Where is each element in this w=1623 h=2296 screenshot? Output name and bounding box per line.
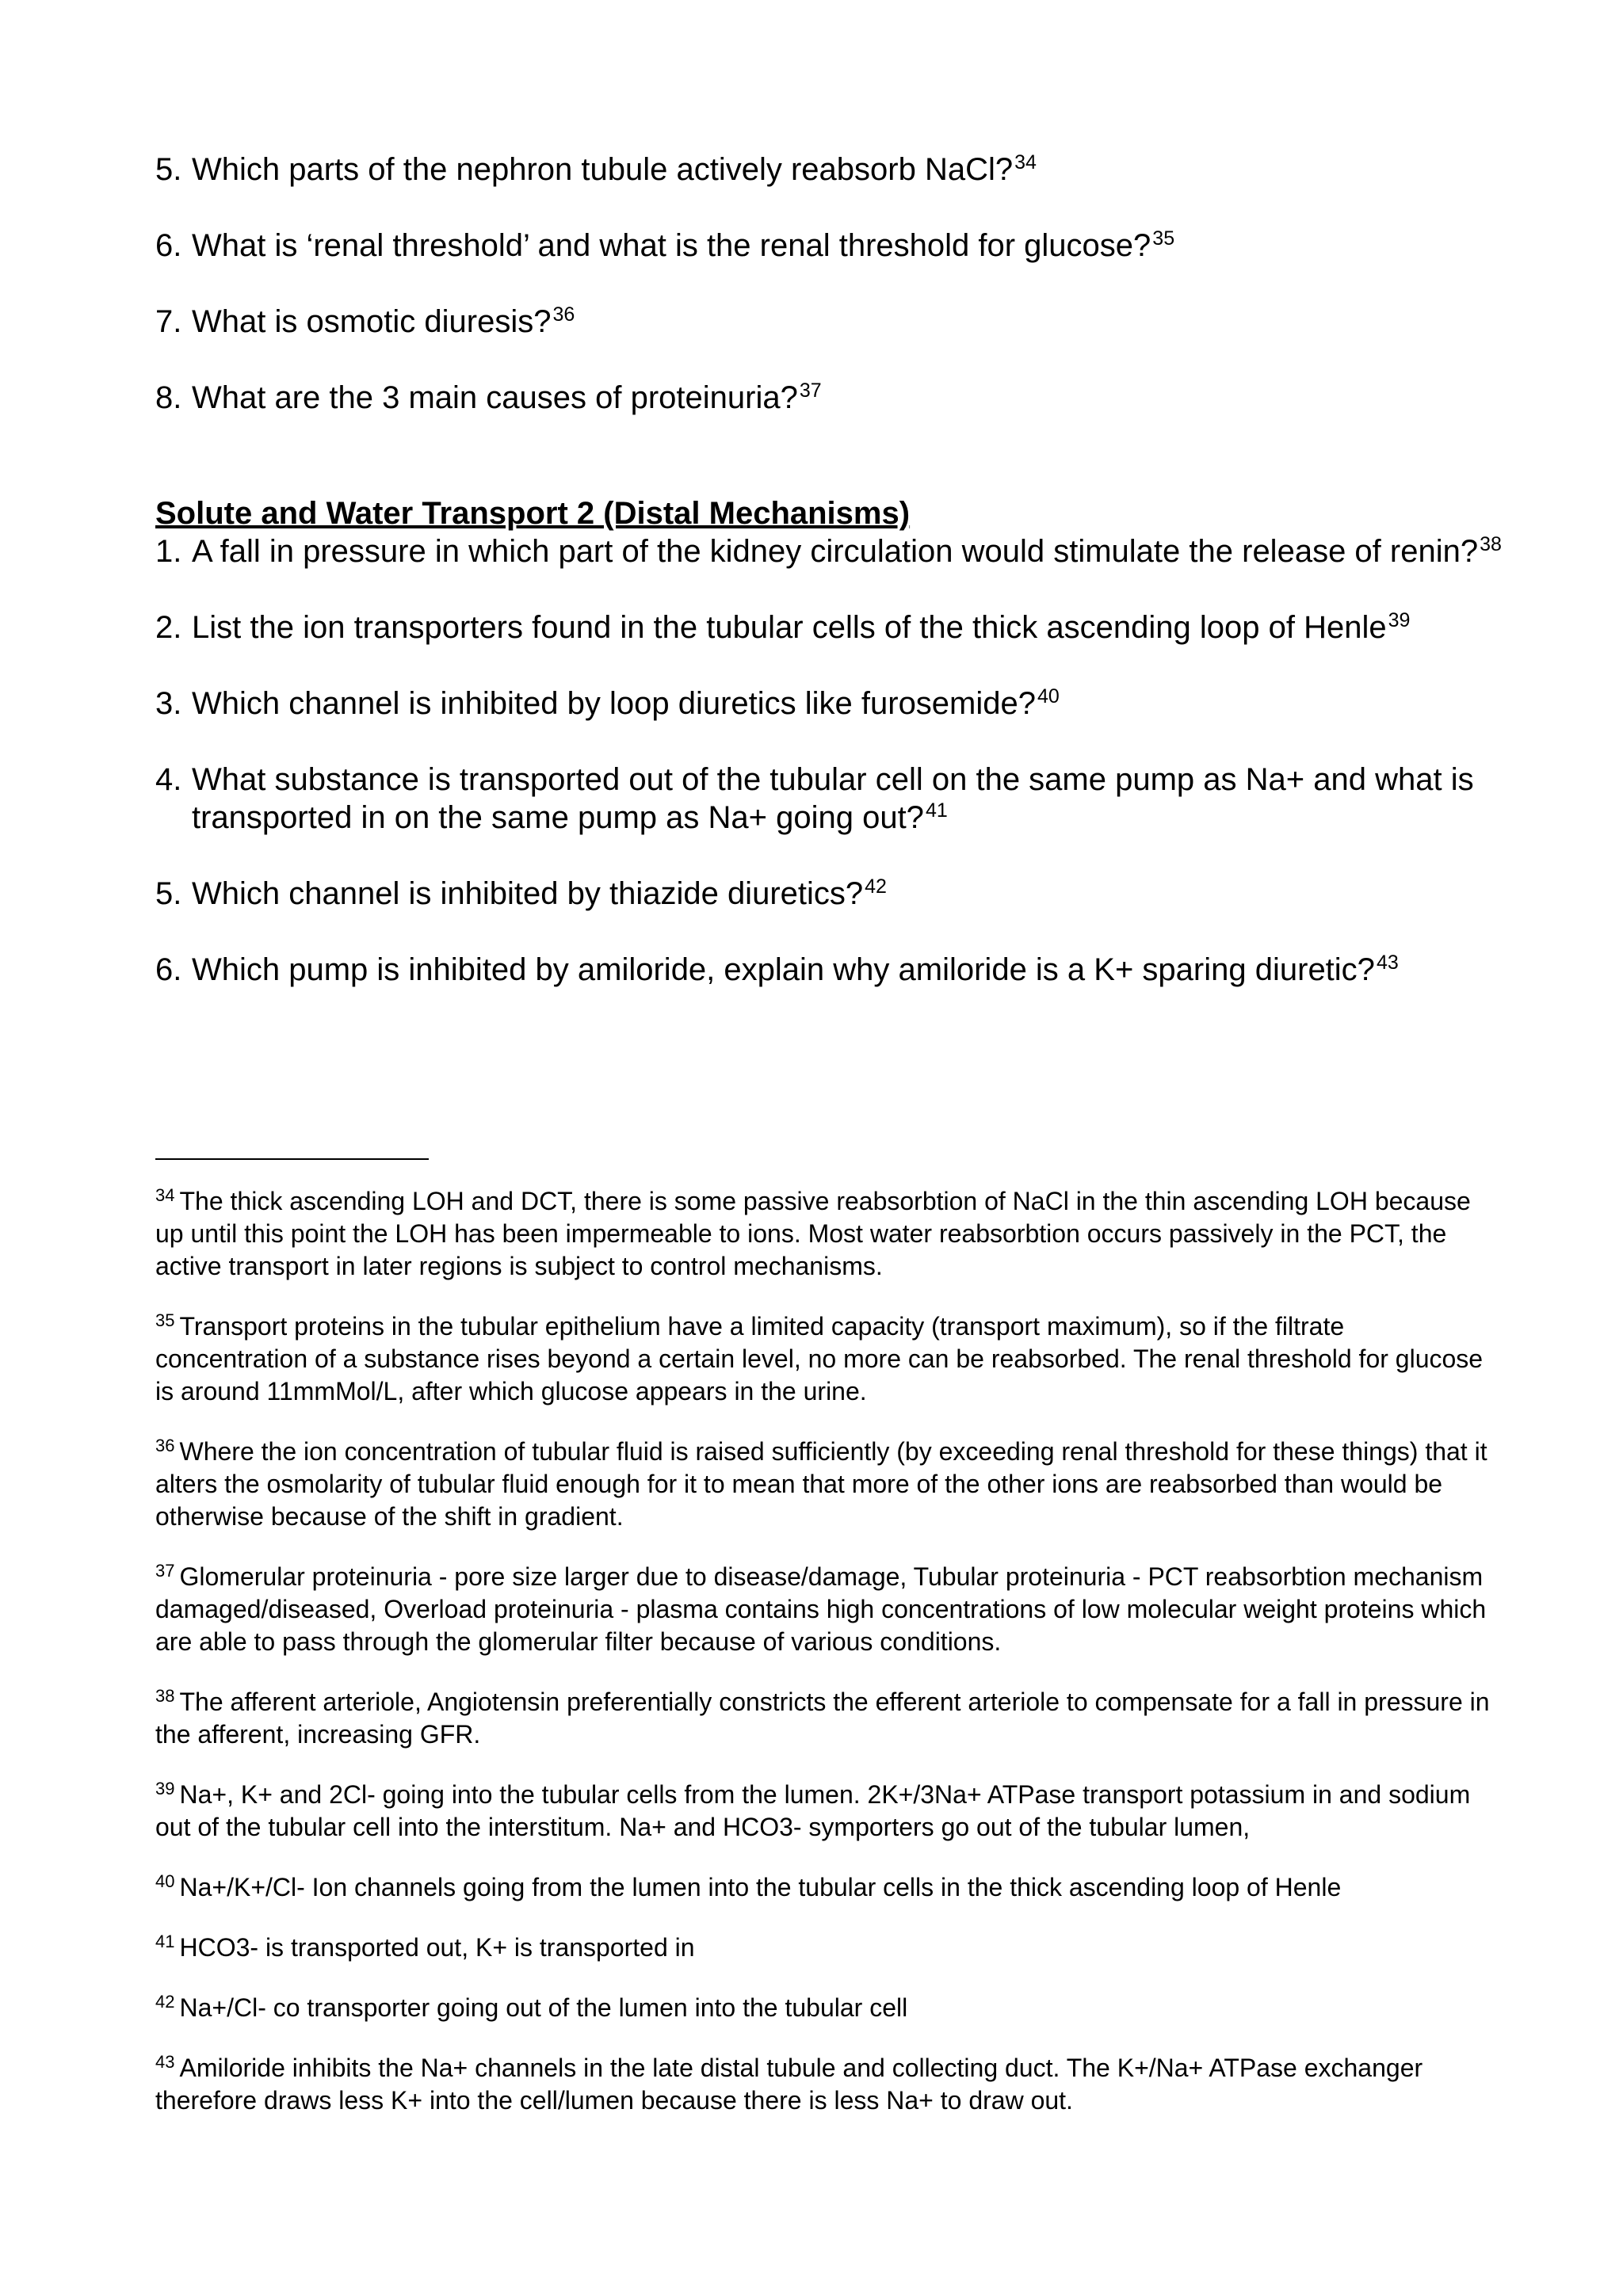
footnote-reference[interactable]: 34 bbox=[1014, 151, 1037, 174]
footnote-text: The afferent arteriole, Angiotensin preferentially constricts the efferent arteriole to compensate for a fall in pressure in the afferent, increasing GFR. bbox=[155, 1688, 1490, 1749]
footnote-number: 38 bbox=[155, 1686, 175, 1706]
footnote-reference[interactable]: 42 bbox=[865, 875, 887, 898]
footnote-number: 41 bbox=[155, 1932, 175, 1951]
question-item bbox=[155, 227, 1503, 265]
footnote bbox=[155, 1779, 1495, 1844]
question-text: What substance is transported out of the tubular cell on the same pump as Na+ and what is transported in on the same pump as Na+ going out?$^{41}$ bbox=[192, 762, 1474, 835]
question-item bbox=[155, 151, 1503, 189]
question-text: What is ‘renal threshold’ and what is the renal threshold for glucose?$^{35}$ bbox=[192, 227, 1175, 263]
footnote-reference[interactable]: 41 bbox=[925, 799, 948, 822]
footnote-separator bbox=[155, 1158, 429, 1160]
footnote bbox=[155, 1992, 1495, 2024]
footnote bbox=[155, 1932, 1495, 1964]
footnote-text: Glomerular proteinuria - pore size larger due to disease/damage, Tubular proteinuria - PCT reabsorbtion mechanism damaged/diseased, Overload proteinuria - plasma contains high concentrations of low molecular weight proteins which are able to pass through the glomerular filter because of various conditions. bbox=[155, 1562, 1487, 1656]
section-heading: Solute and Water Transport 2 (Distal Mechanisms) bbox=[155, 496, 911, 531]
footnote-number: 42 bbox=[155, 1992, 175, 2012]
question-number: 6. bbox=[155, 228, 182, 263]
footnote-number: 37 bbox=[155, 1561, 175, 1581]
footnote-reference[interactable]: 35 bbox=[1152, 227, 1175, 250]
footnote bbox=[155, 1185, 1495, 1283]
question-item bbox=[155, 685, 1503, 723]
footnote bbox=[155, 1686, 1495, 1751]
footnotes-section bbox=[155, 1185, 1495, 2145]
footnote-number: 35 bbox=[155, 1310, 175, 1330]
question-text: What are the 3 main causes of proteinuria?$^{37}$ bbox=[192, 379, 822, 415]
footnote bbox=[155, 1871, 1495, 1904]
footnote bbox=[155, 1561, 1495, 1658]
question-number: 5. bbox=[155, 152, 182, 187]
footnote-text: Na+/Cl- co transporter going out of the lumen into the tubular cell bbox=[179, 1993, 908, 2022]
footnote-number: 34 bbox=[155, 1185, 175, 1205]
footnote-reference[interactable]: 38 bbox=[1480, 533, 1502, 555]
question-item bbox=[155, 875, 1503, 913]
footnote-reference[interactable]: 36 bbox=[552, 303, 575, 326]
main-content bbox=[155, 151, 1503, 1027]
footnote-reference[interactable]: 43 bbox=[1376, 952, 1399, 974]
footnote-reference[interactable]: 40 bbox=[1037, 685, 1060, 707]
question-text: A fall in pressure in which part of the kidney circulation would stimulate the release of renin?$^{38}$ bbox=[192, 533, 1502, 569]
footnote-text: The thick ascending LOH and DCT, there is some passive reabsorbtion of NaCl in the thin ascending LOH because up until this point the LOH has been impermeable to ions. Most water reabsorbtion occurs passively in the PCT, the active transport in later regions is subject to control mechanisms. bbox=[155, 1187, 1471, 1280]
question-number: 3. bbox=[155, 686, 182, 721]
footnote-text: Na+, K+ and 2Cl- going into the tubular cells from the lumen. 2K+/3Na+ ATPase transport potassium in and sodium out of the tubular cell into the interstitum. Na+ and HCO3- symporters go out of the tubular lumen, bbox=[155, 1780, 1471, 1841]
question-number: 8. bbox=[155, 380, 182, 415]
footnote-number: 39 bbox=[155, 1779, 175, 1798]
footnote-text: Amiloride inhibits the Na+ channels in the late distal tubule and collecting duct. The K+/Na+ ATPase exchanger therefore draws less K+ into the cell/lumen because there is less Na+ to draw out. bbox=[155, 2054, 1423, 2115]
footnote bbox=[155, 1310, 1495, 1408]
question-item bbox=[155, 608, 1503, 646]
footnote-reference[interactable]: 37 bbox=[799, 379, 822, 402]
question-number: 2. bbox=[155, 610, 182, 645]
question-number: 1. bbox=[155, 534, 182, 569]
question-text: Which channel is inhibited by loop diuretics like furosemide?$^{40}$ bbox=[192, 685, 1060, 721]
footnote-reference[interactable]: 39 bbox=[1388, 609, 1411, 631]
question-item bbox=[155, 303, 1503, 341]
footnote-number: 40 bbox=[155, 1871, 175, 1891]
footnote-text: HCO3- is transported out, K+ is transported in bbox=[179, 1933, 695, 1962]
question-number: 6. bbox=[155, 952, 182, 987]
question-list-part1 bbox=[155, 151, 1503, 417]
footnote bbox=[155, 1436, 1495, 1533]
question-item bbox=[155, 761, 1503, 837]
footnote bbox=[155, 2052, 1495, 2117]
question-item bbox=[155, 532, 1503, 570]
footnote-number: 43 bbox=[155, 2052, 175, 2072]
question-text: Which pump is inhibited by amiloride, explain why amiloride is a K+ sparing diuretic?$^{43}$ bbox=[192, 952, 1399, 987]
footnote-text: Na+/K+/Cl- Ion channels going from the lumen into the tubular cells in the thick ascending loop of Henle bbox=[179, 1873, 1342, 1901]
question-item bbox=[155, 379, 1503, 417]
question-list-part2 bbox=[155, 532, 1503, 989]
question-text: Which parts of the nephron tubule actively reabsorb NaCl?$^{34}$ bbox=[192, 151, 1037, 187]
footnote-text: Where the ion concentration of tubular fluid is raised sufficiently (by exceeding renal threshold for these things) that it alters the osmolarity of tubular fluid enough for it to mean that more of the other ions are reabsorbed than would be otherwise because of the shift in gradient. bbox=[155, 1437, 1487, 1531]
question-number: 5. bbox=[155, 876, 182, 911]
question-item bbox=[155, 951, 1503, 989]
question-number: 7. bbox=[155, 304, 182, 339]
question-number: 4. bbox=[155, 762, 182, 797]
question-text: What is osmotic diuresis?$^{36}$ bbox=[192, 303, 575, 339]
question-text: List the ion transporters found in the tubular cells of the thick ascending loop of Henle$^{39}$ bbox=[192, 609, 1411, 645]
footnote-text: Transport proteins in the tubular epithelium have a limited capacity (transport maximum), so if the filtrate concentration of a substance rises beyond a certain level, no more can be reabsorbed. The renal threshold for glucose is around 11mmMol/L, after which glucose appears in the urine. bbox=[155, 1312, 1484, 1405]
question-text: Which channel is inhibited by thiazide diuretics?$^{42}$ bbox=[192, 875, 887, 911]
footnote-number: 36 bbox=[155, 1436, 175, 1455]
